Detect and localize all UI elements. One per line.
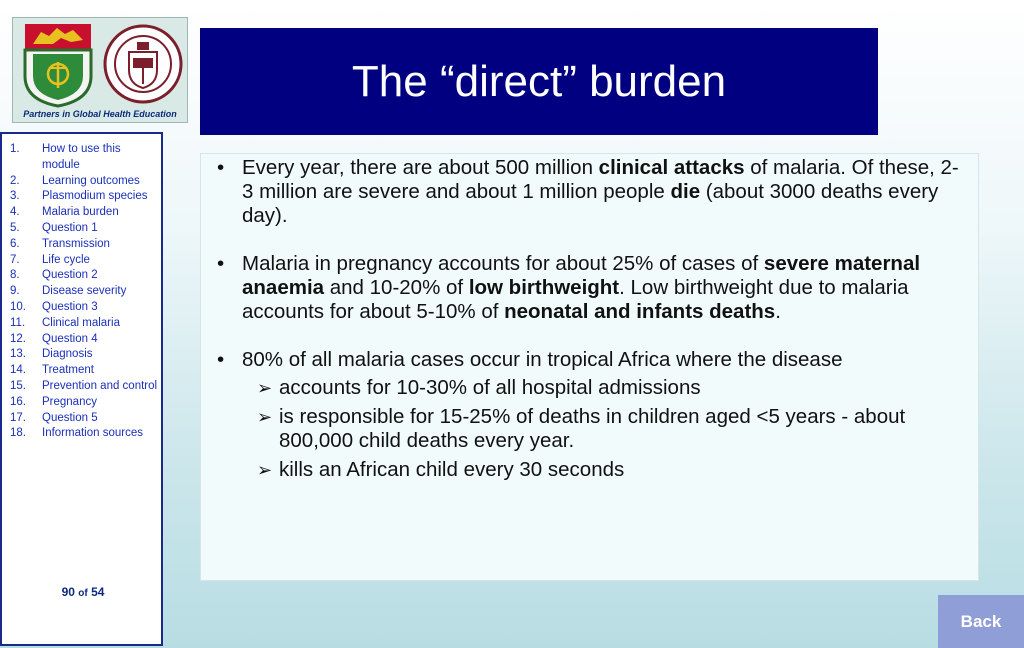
nav-item-label: Plasmodium species <box>42 190 148 203</box>
nav-item-number: 14. <box>10 364 26 377</box>
nav-item-number: 9. <box>10 285 20 298</box>
sub-bullet: ➢ is responsible for 15-25% of deaths in children aged <5 years - about 800,000 child deaths every year. <box>257 405 906 452</box>
arrow-bullet-icon: ➢ <box>257 460 273 480</box>
nav-item-label: How to use this module <box>42 143 121 171</box>
nav-item-label: Question 2 <box>42 269 98 282</box>
nav-item[interactable] <box>2 221 161 237</box>
nav-item-number: 6. <box>10 237 20 250</box>
nav-item-number: 5. <box>10 221 20 234</box>
nav-item[interactable] <box>2 347 161 363</box>
nav-item[interactable] <box>2 395 161 411</box>
nav-item-number: 4. <box>10 206 20 219</box>
logo-area <box>12 17 188 123</box>
bullet-africa: • 80% of all malaria cases occur in tropical Africa where the disease <box>217 348 843 371</box>
nav-item[interactable] <box>2 316 161 332</box>
nav-item-label: Question 4 <box>42 332 98 345</box>
nav-item-label: Transmission <box>42 237 110 250</box>
content-panel <box>200 153 979 581</box>
nav-item[interactable] <box>2 174 161 190</box>
college-of-medicine-seal <box>105 26 181 102</box>
bullet-dot: • <box>217 156 225 179</box>
nav-item[interactable] <box>2 237 161 253</box>
nav-item[interactable] <box>2 426 161 442</box>
nav-item-label: Malaria burden <box>42 206 119 219</box>
back-button[interactable]: Back <box>938 595 1024 648</box>
bullet-dot: • <box>217 348 225 371</box>
dragon-crest-logo <box>25 24 91 106</box>
logo-tagline: Partners in Global Health Education <box>23 109 177 119</box>
nav-item-label: Diagnosis <box>42 348 93 361</box>
module-navigation <box>0 132 163 646</box>
nav-item-label: Prevention and control <box>42 379 158 392</box>
nav-item-number: 11. <box>10 316 26 329</box>
page-counter <box>28 578 138 608</box>
sub-bullet: ➢ kills an African child every 30 seconds <box>257 458 625 481</box>
page-current: 90 <box>61 585 75 599</box>
nav-item-number: 1. <box>10 143 20 155</box>
nav-item[interactable] <box>2 268 161 284</box>
page-of: of <box>78 588 88 599</box>
nav-item[interactable] <box>2 142 161 174</box>
sub-bullet: ➢ accounts for 10-30% of all hospital admissions <box>257 376 701 399</box>
bullet-annual-attacks: • Every year, there are about 500 million clinical attacks of malaria. Of these, 2-3 million are severe and about 1 million people die (about 3000 deaths every day). <box>217 156 959 227</box>
nav-item-number: 15. <box>10 379 26 392</box>
nav-item-label: Information sources <box>42 427 143 440</box>
nav-item-number: 7. <box>10 253 20 266</box>
nav-item[interactable] <box>2 332 161 348</box>
nav-item-label: Question 3 <box>42 300 98 313</box>
nav-item-number: 10. <box>10 300 26 313</box>
nav-item-number: 13. <box>10 348 26 361</box>
bullet-dot: • <box>217 252 225 275</box>
nav-item-label: Clinical malaria <box>42 316 120 329</box>
nav-item-label: Treatment <box>42 364 94 377</box>
nav-item-number: 3. <box>10 190 20 203</box>
nav-item[interactable] <box>2 411 161 427</box>
nav-item-label: Learning outcomes <box>42 174 140 187</box>
nav-item-label: Pregnancy <box>42 395 97 408</box>
bullet-pregnancy: • Malaria in pregnancy accounts for about 25% of cases of severe maternal anaemia and 10-20% of low birthweight. Low birthweight due to malaria accounts for about 5-10% of neonatal and infants deaths. <box>217 252 921 323</box>
slide-title: The “direct” burden <box>200 28 878 135</box>
nav-item[interactable] <box>2 300 161 316</box>
nav-item-number: 12. <box>10 332 26 345</box>
nav-item-number: 2. <box>10 174 20 187</box>
nav-item-label: Question 1 <box>42 221 98 234</box>
nav-item[interactable] <box>2 379 161 395</box>
arrow-bullet-icon: ➢ <box>257 407 273 427</box>
page-total: 54 <box>91 585 105 599</box>
nav-item[interactable] <box>2 284 161 300</box>
nav-item[interactable] <box>2 253 161 269</box>
nav-item-label: Question 5 <box>42 411 98 424</box>
nav-item-number: 17. <box>10 411 26 424</box>
nav-item[interactable] <box>2 363 161 379</box>
partner-logos-image <box>13 18 187 108</box>
nav-item[interactable] <box>2 189 161 205</box>
nav-item-number: 8. <box>10 269 20 282</box>
nav-item-label: Life cycle <box>42 253 90 266</box>
nav-item-number: 16. <box>10 395 26 408</box>
nav-item-number: 18. <box>10 427 26 440</box>
nav-item-label: Disease severity <box>42 285 127 298</box>
arrow-bullet-icon: ➢ <box>257 378 273 398</box>
nav-item[interactable] <box>2 205 161 221</box>
